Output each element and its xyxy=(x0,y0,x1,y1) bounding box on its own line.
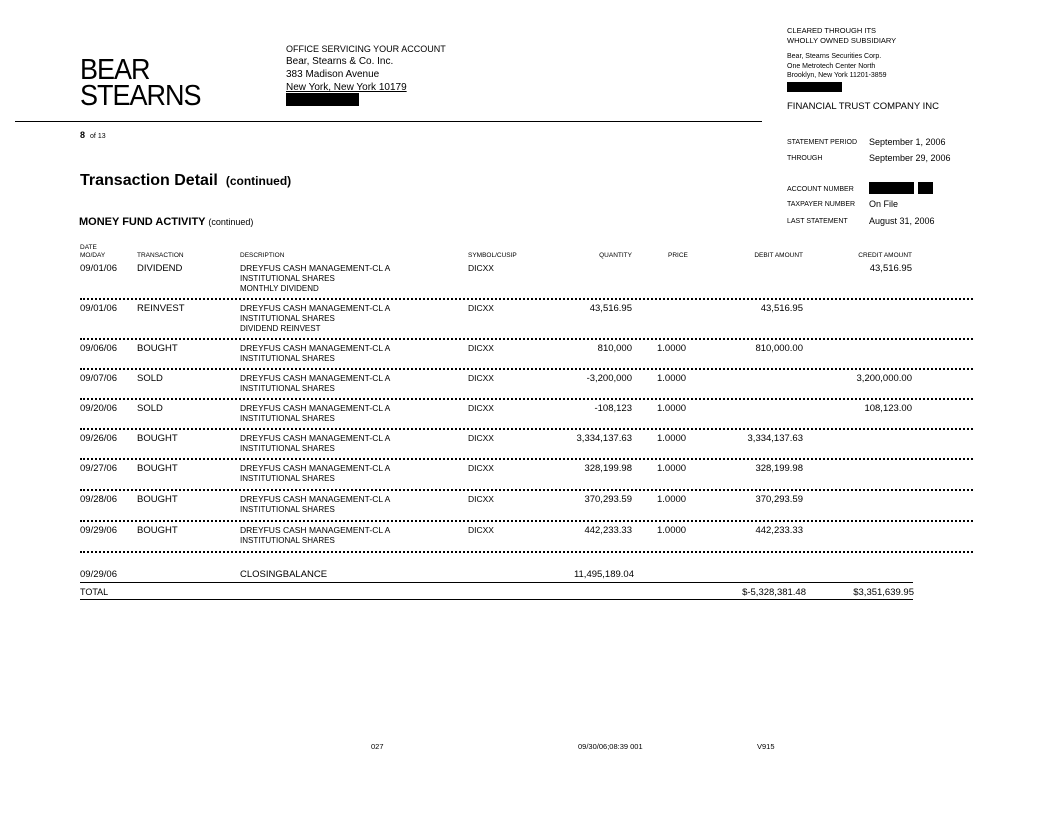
row-quantity: 810,000 xyxy=(597,343,632,354)
row-separator xyxy=(80,368,973,370)
column-header-quantity: QUANTITY xyxy=(599,252,632,259)
logo-line-1: BEAR xyxy=(80,53,150,86)
row-symbol: DICXX xyxy=(468,263,494,273)
office-address-block xyxy=(286,43,446,94)
title-main: Transaction Detail xyxy=(80,172,218,189)
footer-code-1: 027 xyxy=(371,742,384,751)
closing-date: 09/29/06 xyxy=(80,569,117,580)
row-quantity: 442,233.33 xyxy=(584,525,632,536)
row-description: DREYFUS CASH MANAGEMENT-CL A xyxy=(240,373,391,383)
column-header-date: MO/DAY xyxy=(80,252,106,259)
account-number-label: ACCOUNT NUMBER xyxy=(787,186,854,193)
row-price: 1.0000 xyxy=(657,463,687,474)
total-rule-top xyxy=(80,582,913,583)
row-price: 1.0000 xyxy=(657,433,687,444)
row-transaction: REINVEST xyxy=(137,303,185,314)
row-description: DREYFUS CASH MANAGEMENT-CL A xyxy=(240,263,391,273)
row-description: DREYFUS CASH MANAGEMENT-CL A xyxy=(240,403,391,413)
section-continued: (continued) xyxy=(208,217,254,227)
office-city: New York, New York 10179 xyxy=(286,82,407,93)
row-quantity: -3,200,000 xyxy=(586,373,632,384)
row-debit: 442,233.33 xyxy=(755,525,803,536)
footer-code-2: V915 xyxy=(757,742,775,751)
row-symbol: DICXX xyxy=(468,373,494,383)
row-credit: 43,516.95 xyxy=(869,263,912,274)
clearing-name: Bear, Stearns Securities Corp. xyxy=(787,53,882,60)
redaction-box xyxy=(918,182,933,194)
row-symbol: DICXX xyxy=(468,403,494,413)
clearing-line-2: WHOLLY OWNED SUBSIDIARY xyxy=(787,35,897,45)
row-quantity: 43,516.95 xyxy=(589,303,632,314)
row-separator xyxy=(80,338,973,340)
row-description-line-2: INSTITUTIONAL SHARES xyxy=(240,414,335,423)
column-header-transaction: TRANSACTION xyxy=(137,252,184,259)
statement-period-start: September 1, 2006 xyxy=(869,137,946,147)
row-symbol: DICXX xyxy=(468,525,494,535)
row-description-line-2: INSTITUTIONAL SHARES xyxy=(240,274,335,283)
logo-line-2: STEARNS xyxy=(80,79,201,112)
redaction-box xyxy=(869,182,914,194)
row-quantity: -108,123 xyxy=(594,403,632,414)
page-total: of 13 xyxy=(90,133,106,140)
row-description-line-2: INSTITUTIONAL SHARES xyxy=(240,314,335,323)
row-date: 09/29/06 xyxy=(80,525,117,536)
column-header-price: PRICE xyxy=(668,252,688,259)
total-rule-bottom xyxy=(80,599,913,600)
row-date: 09/06/06 xyxy=(80,343,117,354)
page-number xyxy=(80,130,106,140)
section-title xyxy=(79,216,253,228)
bear-stearns-logo xyxy=(80,53,201,112)
row-separator xyxy=(80,551,973,553)
column-header-description: DESCRIPTION xyxy=(240,252,285,259)
row-transaction: SOLD xyxy=(137,403,163,414)
section-main: MONEY FUND ACTIVITY xyxy=(79,216,206,228)
row-transaction: BOUGHT xyxy=(137,494,178,505)
row-date: 09/01/06 xyxy=(80,263,117,274)
row-separator xyxy=(80,458,973,460)
row-quantity: 3,334,137.63 xyxy=(576,433,632,444)
office-street: 383 Madison Avenue xyxy=(286,69,380,80)
clearing-city: Brooklyn, New York 11201-3859 xyxy=(787,72,887,79)
column-header-credit: CREDIT AMOUNT xyxy=(858,252,912,259)
office-heading: OFFICE SERVICING YOUR ACCOUNT xyxy=(286,44,446,54)
row-description-line-2: INSTITUTIONAL SHARES xyxy=(240,474,335,483)
account-holder-name: FINANCIAL TRUST COMPANY INC xyxy=(787,101,940,112)
closing-quantity: 11,495,189.04 xyxy=(573,569,634,580)
row-debit: 3,334,137.63 xyxy=(747,433,803,444)
row-description-line-2: INSTITUTIONAL SHARES xyxy=(240,536,335,545)
statement-period-end: September 29, 2006 xyxy=(869,153,951,163)
row-symbol: DICXX xyxy=(468,433,494,443)
total-debit: $-5,328,381.48 xyxy=(742,587,806,598)
row-debit: 370,293.59 xyxy=(755,494,803,505)
row-description-line-3: DIVIDEND REINVEST xyxy=(240,323,321,333)
column-header-symbol: SYMBOL/CUSIP xyxy=(468,252,517,259)
row-description: DREYFUS CASH MANAGEMENT-CL A xyxy=(240,303,391,313)
page-current: 8 xyxy=(80,130,86,140)
statement-period-label: STATEMENT PERIOD xyxy=(787,139,858,146)
row-symbol: DICXX xyxy=(468,303,494,313)
row-credit: 3,200,000.00 xyxy=(856,373,912,384)
clearing-address xyxy=(787,52,887,81)
row-description: DREYFUS CASH MANAGEMENT-CL A xyxy=(240,463,391,473)
row-date: 09/27/06 xyxy=(80,463,117,474)
row-description-line-3: MONTHLY DIVIDEND xyxy=(240,283,319,293)
redaction-box xyxy=(787,82,842,92)
row-description-line-2: INSTITUTIONAL SHARES xyxy=(240,384,335,393)
clearing-statement xyxy=(787,26,896,45)
row-date: 09/20/06 xyxy=(80,403,117,414)
row-transaction: BOUGHT xyxy=(137,525,178,536)
row-date: 09/26/06 xyxy=(80,433,117,444)
row-description-line-2: INSTITUTIONAL SHARES xyxy=(240,505,335,514)
clearing-line-1: CLEARED THROUGH ITS xyxy=(787,26,877,35)
row-credit: 108,123.00 xyxy=(864,403,912,414)
row-price: 1.0000 xyxy=(657,403,687,414)
row-transaction: BOUGHT xyxy=(137,343,178,354)
row-quantity: 328,199.98 xyxy=(584,463,632,474)
column-header-date-top: DATE xyxy=(80,244,97,251)
row-transaction: DIVIDEND xyxy=(137,263,183,274)
header-rule xyxy=(15,121,762,122)
last-statement-label: LAST STATEMENT xyxy=(787,218,848,225)
last-statement-value: August 31, 2006 xyxy=(869,216,935,226)
row-symbol: DICXX xyxy=(468,494,494,504)
row-date: 09/01/06 xyxy=(80,303,117,314)
title-continued: (continued) xyxy=(225,174,292,188)
row-price: 1.0000 xyxy=(657,343,687,354)
row-separator xyxy=(80,298,973,300)
closing-label: CLOSINGBALANCE xyxy=(240,569,328,580)
total-credit: $3,351,639.95 xyxy=(853,587,914,598)
row-separator xyxy=(80,489,973,491)
row-quantity: 370,293.59 xyxy=(584,494,632,505)
footer-timestamp: 09/30/06;08:39 001 xyxy=(578,742,643,751)
row-date: 09/07/06 xyxy=(80,373,117,384)
row-price: 1.0000 xyxy=(657,373,687,384)
taxpayer-number-value: On File xyxy=(869,199,899,209)
row-description: DREYFUS CASH MANAGEMENT-CL A xyxy=(240,433,391,443)
column-header-debit: DEBIT AMOUNT xyxy=(754,252,803,259)
row-description-line-2: INSTITUTIONAL SHARES xyxy=(240,444,335,453)
page-title xyxy=(80,172,291,190)
row-debit: 810,000.00 xyxy=(755,343,803,354)
row-description-line-2: INSTITUTIONAL SHARES xyxy=(240,354,335,363)
row-debit: 43,516.95 xyxy=(760,303,803,314)
taxpayer-number-label: TAXPAYER NUMBER xyxy=(787,201,856,208)
row-debit: 328,199.98 xyxy=(755,463,803,474)
clearing-street: One Metrotech Center North xyxy=(787,62,876,70)
row-description: DREYFUS CASH MANAGEMENT-CL A xyxy=(240,494,391,504)
row-separator xyxy=(80,398,973,400)
redaction-box xyxy=(286,93,359,106)
through-label: THROUGH xyxy=(787,155,823,162)
row-symbol: DICXX xyxy=(468,343,494,353)
row-transaction: SOLD xyxy=(137,373,163,384)
row-price: 1.0000 xyxy=(657,494,687,505)
row-separator xyxy=(80,428,973,430)
row-price: 1.0000 xyxy=(657,525,687,536)
row-description: DREYFUS CASH MANAGEMENT-CL A xyxy=(240,343,391,353)
row-separator xyxy=(80,520,973,522)
row-date: 09/28/06 xyxy=(80,494,117,505)
row-symbol: DICXX xyxy=(468,463,494,473)
office-name: Bear, Stearns & Co. Inc. xyxy=(286,56,394,67)
row-description: DREYFUS CASH MANAGEMENT-CL A xyxy=(240,525,391,535)
row-transaction: BOUGHT xyxy=(137,433,178,444)
total-label: TOTAL xyxy=(80,587,109,597)
row-transaction: BOUGHT xyxy=(137,463,178,474)
